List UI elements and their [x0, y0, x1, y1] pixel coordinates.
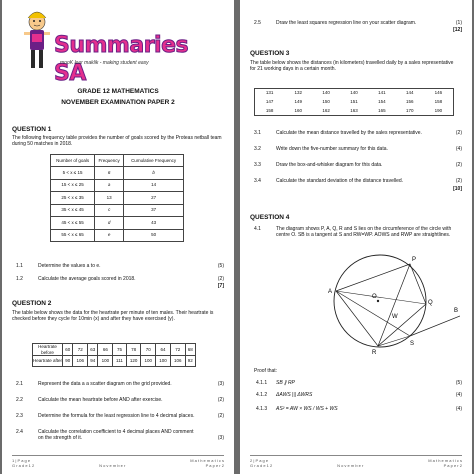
item-text: Calculate the correlation coefficient to 4 decimal places AND comment on the strength of it. — [38, 429, 194, 442]
table-cell: 165 — [378, 107, 386, 113]
mascot-icon — [22, 8, 52, 76]
table-cell: 27 — [124, 192, 184, 205]
table-cell: 100 — [156, 356, 171, 367]
line-rwp — [378, 264, 410, 346]
table-cell: 100 — [141, 356, 156, 367]
logo — [20, 8, 220, 86]
table-cell: c — [95, 204, 124, 217]
footer-page: 1 | P a g e — [12, 457, 31, 463]
table-cell: 72 — [170, 344, 185, 356]
tangent-sb — [410, 316, 460, 336]
page-1 — [2, 0, 234, 474]
item-text: Draw the least squares regression line on your scatter diagram. — [276, 20, 417, 26]
footer-grade: G r a d e 1 2 — [250, 462, 273, 468]
frequency-table — [50, 154, 184, 242]
table-cell: 106 — [73, 356, 88, 367]
question-1-intro: The following frequency table provides the number of goals scored by the Proteas netball team during 50 matches in 2018. — [12, 135, 222, 148]
question-4-heading: QUESTION 4 — [250, 214, 290, 221]
line-q-a — [336, 291, 426, 304]
table-cell: 131 — [265, 90, 274, 96]
item-number: 2.3 — [16, 413, 23, 419]
page-footer — [12, 455, 224, 468]
item-mark: (5) — [217, 263, 224, 269]
table-cell: 75 — [113, 344, 127, 356]
footer-paper: P a p e r 2 — [443, 462, 462, 468]
logo-text: Summaries SA — [54, 33, 189, 86]
table-cell: 147 — [265, 99, 274, 105]
table-cell: 160 — [294, 107, 302, 113]
item-mark: (2) — [217, 397, 224, 403]
doc-title: GRADE 12 MATHEMATICS — [77, 88, 159, 95]
item-number: 4.1.2 — [256, 392, 268, 398]
item-text: Represent the data a a scatter diagram on the grid provided. — [38, 381, 172, 387]
label-b: B — [454, 308, 459, 314]
item-text: Draw the box-and-whisker diagram for this data. — [276, 162, 383, 168]
label-r: R — [372, 350, 377, 356]
table-cell: 13 — [95, 192, 124, 205]
table-cell: 63 — [88, 344, 98, 356]
table-cell: 141 — [378, 90, 386, 96]
row-label: Heartrate after — [33, 356, 63, 367]
label-p: P — [412, 257, 417, 263]
centre-dot — [377, 300, 379, 302]
footer-subject: M a t h e m a t i c s — [428, 457, 462, 463]
item-mark: (4) — [455, 406, 462, 412]
item-text: SB ∥ RP — [276, 380, 295, 386]
table-cell: 25 < x ≤ 35 — [51, 192, 95, 205]
item-text: AS² = AW × WS / WS + WS — [276, 406, 338, 412]
table-cell: 158 — [265, 107, 274, 113]
table-cell: 144 — [406, 90, 414, 96]
table-cell: 64 — [156, 344, 171, 356]
table-cell: 146 — [434, 90, 443, 96]
table-header: Frequency — [95, 155, 124, 167]
label-a: A — [328, 289, 333, 295]
table-header: Cumulative Frequency — [124, 155, 184, 167]
item-text: ΔAWS ||| ΔWRS — [276, 392, 313, 398]
table-cell: 162 — [322, 107, 330, 113]
row-label: Heartrate before — [33, 344, 63, 356]
table-cell: 55 < x ≤ 65 — [51, 229, 95, 242]
question-1-heading: QUESTION 1 — [12, 126, 52, 133]
label-o: O — [372, 294, 377, 300]
item-mark: (3) — [217, 435, 224, 441]
page-footer — [250, 455, 462, 468]
table-cell: 106 — [170, 356, 185, 367]
table-cell: 154 — [378, 99, 386, 105]
table-cell: 163 — [350, 107, 358, 113]
question-3-heading: QUESTION 3 — [250, 50, 290, 57]
table-cell: 100 — [98, 356, 113, 367]
table-header: Number of goals — [51, 155, 95, 167]
table-cell: 190 — [434, 107, 443, 113]
footer-month: N o v e m b e r — [99, 462, 126, 468]
item-mark: (2) — [217, 276, 224, 282]
item-number: 3.1 — [254, 130, 261, 136]
item-number: 2.5 — [254, 20, 261, 26]
table-cell: 90 — [63, 356, 73, 367]
page-2 — [240, 0, 472, 474]
table-cell: 120 — [126, 356, 141, 367]
table-cell: 37 — [124, 204, 184, 217]
table-cell: 45 < x ≤ 55 — [51, 217, 95, 230]
label-w: W — [392, 314, 398, 320]
footer-grade: G r a d e 1 2 — [12, 462, 35, 468]
item-number: 2.1 — [16, 381, 23, 387]
circle-geometry-diagram — [260, 246, 460, 356]
item-text: Calculate the mean distance travelled by the sales representative. — [276, 130, 422, 136]
table-cell: e — [95, 229, 124, 242]
question-2-heading: QUESTION 2 — [12, 300, 52, 307]
item-number: 4.1.3 — [256, 406, 268, 412]
distance-table — [254, 88, 454, 116]
table-cell: 151 — [350, 99, 358, 105]
question-total: [7] — [217, 283, 224, 289]
table-cell: 132 — [294, 90, 302, 96]
doc-subtitle: NOVEMBER EXAMINATION PAPER 2 — [61, 99, 175, 106]
table-cell: 94 — [88, 356, 98, 367]
table-cell: 66 — [98, 344, 113, 356]
item-mark: (2) — [455, 130, 462, 136]
table-cell: b — [124, 167, 184, 180]
table-cell: d — [95, 217, 124, 230]
table-cell: 170 — [406, 107, 414, 113]
table-cell: 92 — [185, 356, 195, 367]
table-cell: 14 — [124, 179, 184, 192]
item-text: Calculate the mean heartrate before AND after exercise. — [38, 397, 163, 403]
item-mark: (2) — [455, 178, 462, 184]
table-cell: 158 — [434, 99, 443, 105]
item-number: 2.4 — [16, 429, 23, 435]
table-cell: 15 < x ≤ 25 — [51, 179, 95, 192]
table-cell: 149 — [294, 99, 302, 105]
table-cell: 68 — [185, 344, 195, 356]
item-mark: (1) — [455, 20, 462, 26]
table-cell: a — [95, 179, 124, 192]
question-2-intro: The table below shows the data for the heartrate per minute of ten males. Their heartrate is checked before they cycle for 10min (x) and after they have exercised (y). — [12, 310, 214, 323]
item-mark: (5) — [455, 380, 462, 386]
footer-paper: P a p e r 2 — [205, 462, 224, 468]
item-number: 1.2 — [16, 276, 23, 282]
item-number: 4.1 — [254, 226, 261, 232]
item-text: Write down the five-number summary for this data. — [276, 146, 388, 152]
table-cell: 70 — [141, 344, 156, 356]
table-cell: 140 — [322, 90, 330, 96]
table-cell: 156 — [406, 99, 414, 105]
item-text: Determine the values a to e. — [38, 263, 101, 269]
table-cell: 50 — [124, 229, 184, 242]
item-mark: (2) — [455, 162, 462, 168]
table-cell: 43 — [124, 217, 184, 230]
table-cell: 5 < x ≤ 15 — [51, 167, 95, 180]
footer-month: N o v e m b e r — [337, 462, 364, 468]
question-total: [10] — [453, 186, 462, 192]
table-cell: 150 — [322, 99, 330, 105]
footer-page: 2 | P a g e — [250, 457, 269, 463]
item-mark: (4) — [455, 146, 462, 152]
table-cell: 6 — [95, 167, 124, 180]
question-total: [12] — [453, 27, 462, 33]
table-cell: 78 — [126, 344, 141, 356]
item-number: 2.2 — [16, 397, 23, 403]
table-cell: 60 — [63, 344, 73, 356]
item-text: Determine the formula for the least regression line to 4 decimal places. — [38, 413, 195, 419]
footer-subject: M a t h e m a t i c s — [190, 457, 224, 463]
logo-tagline: mooK leer maklik - making student easy — [60, 60, 149, 66]
label-q: Q — [428, 300, 433, 306]
item-number: 3.2 — [254, 146, 261, 152]
table-cell: 72 — [73, 344, 88, 356]
item-text: Calculate the average goals scored in 2018. — [38, 276, 136, 282]
question-3-intro: The table below shows the distances (in kilometers) travelled daily by a sales representative for 21 working days in a certain month. — [250, 60, 454, 73]
label-s: S — [410, 341, 415, 347]
item-number: 3.3 — [254, 162, 261, 168]
heartrate-table — [32, 343, 196, 367]
question-4-intro: The diagram shows P, A, Q, R and S lies on the circumference of the circle with centre O. SB is a tangent at S and RW=WP. AOWS and RWP are straightlines. — [276, 226, 452, 239]
table-cell: 111 — [113, 356, 127, 367]
table-cell: 140 — [350, 90, 358, 96]
item-number: 1.1 — [16, 263, 23, 269]
proof-heading: Proof that: — [254, 368, 278, 374]
item-text: Calculate the standard deviation of the distance travelled. — [276, 178, 404, 184]
item-number: 3.4 — [254, 178, 261, 184]
item-mark: (4) — [455, 392, 462, 398]
table-cell: 35 < x ≤ 45 — [51, 204, 95, 217]
item-mark: (3) — [217, 381, 224, 387]
item-mark: (2) — [217, 413, 224, 419]
item-number: 4.1.1 — [256, 380, 268, 386]
